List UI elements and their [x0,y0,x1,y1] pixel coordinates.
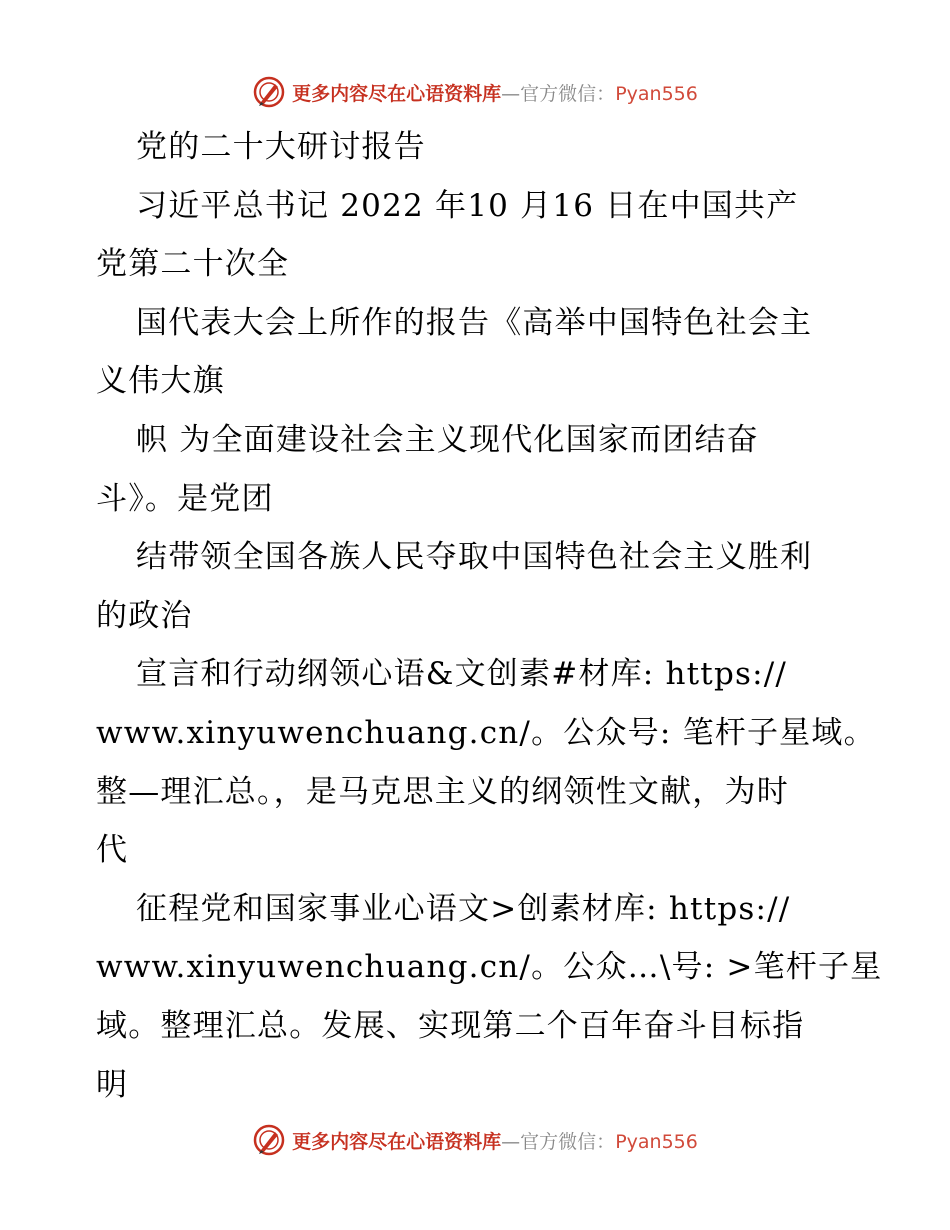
document-line: 整—理汇总。，是马克思主义的纲领性文献，为时 [96,773,789,810]
document-body [96,118,883,1114]
document-line: www.xinyuwenchuang.cn/。公众…\号: >笔杆子星 [96,949,883,986]
document-line: 帜 为全面建设社会主义现代化国家而团结奋 [136,421,759,458]
document-line: 征程党和国家事业心语文>创素材库: https:// [136,890,791,927]
document-line: 国代表大会上所作的报告《高举中国特色社会主 [136,304,813,341]
footer-watermark [0,1120,950,1160]
watermark-official-label: 官方微信： [520,1130,616,1153]
header-watermark [0,72,950,112]
document-line: 结带领全国各族人民夺取中国特色社会主义胜利 [136,539,813,576]
document-line: 党第二十次全 [96,246,290,283]
document-line: 义伟大旗 [96,363,225,400]
pen-seal-logo-icon [252,75,286,109]
document-line: 代 [96,832,129,869]
document-line: 斗》。是党团 [96,480,274,517]
pen-seal-logo-icon [252,1123,286,1157]
watermark-brand: 更多内容尽在心语资料库 [292,82,502,105]
document-line: 域。整理汇总。发展、实现第二个百年奋斗目标指 [96,1007,805,1044]
watermark-text [292,1127,698,1154]
watermark-wechat-id: Pyan556 [615,1130,698,1153]
watermark-official-label: 官方微信： [520,82,616,105]
document-line: 的政治 [96,597,193,634]
document-line: www.xinyuwenchuang.cn/。公众号: 笔杆子星域。 [96,714,876,751]
watermark-wechat-id: Pyan556 [615,82,698,105]
watermark-dash: — [501,1130,521,1153]
document-line: 明 [96,1066,129,1103]
document-line: 党的二十大研讨报告 [136,129,426,165]
document-line: 习近平总书记 2022 年10 月16 日在中国共产 [136,187,799,224]
watermark-dash: — [501,82,521,105]
watermark-text [292,79,698,106]
watermark-brand: 更多内容尽在心语资料库 [292,1130,502,1153]
document-line: 宣言和行动纲领心语&文创素#材库: https:// [136,656,788,693]
